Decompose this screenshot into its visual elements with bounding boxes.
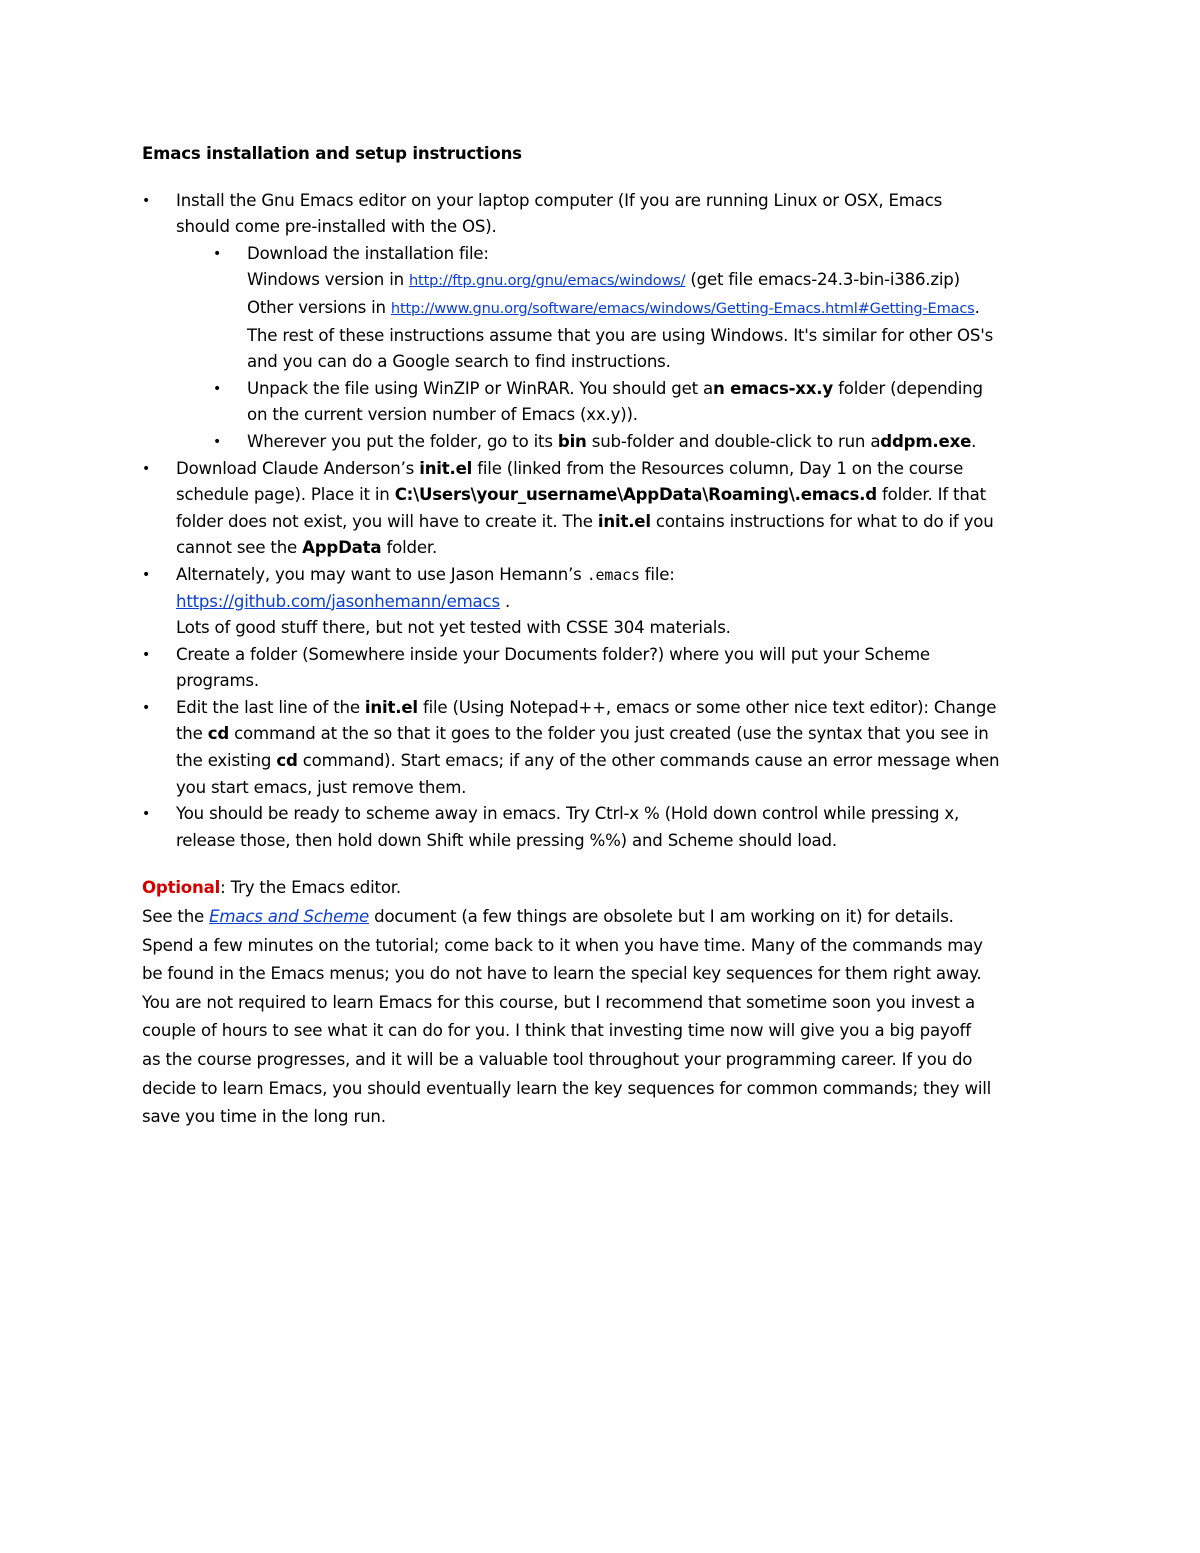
list-item-create-folder: • Create a folder (Somewhere inside your Documents folder?) where you will put your Scheme programs. <box>142 642 1067 695</box>
emacs-and-scheme-link[interactable]: Emacs and Scheme <box>209 907 370 927</box>
bullet-icon: • <box>142 806 151 823</box>
optional-label: Optional <box>142 878 221 898</box>
bullet-icon: • <box>213 245 222 262</box>
bullet-icon: • <box>142 699 151 716</box>
bullet-icon: • <box>142 646 151 663</box>
list-item-download: • Download the installation file: Windows version in http://ftp.gnu.org/gnu/emacs/windows/ (get file emacs-24.3-bin-i386.zip) Other versions in http://www.gnu.org/software/emacs/windows/Getting-Emacs.html#Getting-Emacs. The rest of these instructions assume that you are using Windows. It's similar for other OS's and you can do a Google search to find instructions. <box>247 241 1067 376</box>
github-emacs-link[interactable]: https://github.com/jasonhemann/emacs <box>176 591 500 611</box>
windows-download-link[interactable]: http://ftp.gnu.org/gnu/emacs/windows/ <box>409 272 686 290</box>
page-title: Emacs installation and setup instructions <box>142 144 522 163</box>
document-content <box>142 141 1067 1132</box>
other-versions-link[interactable]: http://www.gnu.org/software/emacs/windows/Getting-Emacs.html#Getting-Emacs <box>390 299 975 317</box>
list-item-init-el: • Download Claude Anderson’s init.el file (linked from the Resources column, Day 1 on the course schedule page). Place it in C:\Users\your_username\AppData\Roaming\.emacs.d folder. If that folder does not exist, you will have to create it. The init.el contains instructions for what to do if you cannot see the AppData folder. <box>142 456 1067 562</box>
bullet-icon: • <box>142 460 151 477</box>
list-item-unpack: • Unpack the file using WinZIP or WinRAR. You should get an emacs-xx.y folder (depending on the current version number of Emacs (xx.y)). <box>247 376 1067 429</box>
list-item-run: • Wherever you put the folder, go to its bin sub-folder and double-click to run addpm.exe. <box>247 429 1067 456</box>
list-item-ready: • You should be ready to scheme away in emacs. Try Ctrl-x % (Hold down control while pressing x, release those, then hold down Shift while pressing %%) and Scheme should load. <box>142 801 1067 854</box>
bullet-icon: • <box>142 192 151 209</box>
install-sublist <box>213 241 1067 456</box>
bullet-icon: • <box>213 433 222 450</box>
instruction-list <box>142 188 1067 855</box>
list-item-install: • Install the Gnu Emacs editor on your laptop computer (If you are running Linux or OSX, Emacs should come pre-installed with the OS). • Download the installation file: Windows version in http://ftp.gnu.org/gnu/emacs/windows/ (get file emacs-24.3-bin-i386.zip) Other versions in http://www.gnu.org/software/emacs/windows/Getting-Emacs.html#Getting-Emacs. The rest of these instructions assume that you are using Windows. It's similar for other OS's and you can do a Google search to find instructions. • Unpack the file using WinZIP or WinRAR. You should get an emacs-xx.y folder (depending on the current version number of Emacs (xx.y)). • Wherever you put the folder, go to its bin sub-folder and double-click to run addpm.exe. <box>142 188 1067 456</box>
optional-section: Optional: Try the Emacs editor. See the Emacs and Scheme document (a few things are obsolete but I am working on it) for details. Spend a few minutes on the tutorial; come back to it when you have time. Many of the commands may be found in the Emacs menus; you do not have to learn the special key sequences for them right away. You are not required to learn Emacs for this course, but I recommend that sometime soon you invest a couple of hours to see what it can do for you. I think that investing time now will give you a big payoff as the course progresses, and it will be a valuable tool throughout your programming career. If you do decide to learn Emacs, you should eventually learn the key sequences for common commands; they will save you time in the long run. <box>142 878 992 1127</box>
bullet-icon: • <box>213 380 222 397</box>
list-item-alternate-emacs: • Alternately, you may want to use Jason Hemann’s .emacs file: https://github.com/jasonhemann/emacs . Lots of good stuff there, but not yet tested with CSSE 304 materials. <box>142 562 1067 642</box>
bullet-icon: • <box>142 566 151 583</box>
list-item-edit-init: • Edit the last line of the init.el file (Using Notepad++, emacs or some other nice text editor): Change the cd command at the so that it goes to the folder you just created (use the syntax that you see in the existing cd command). Start emacs; if any of the other commands cause an error message when you start emacs, just remove them. <box>142 695 1067 801</box>
